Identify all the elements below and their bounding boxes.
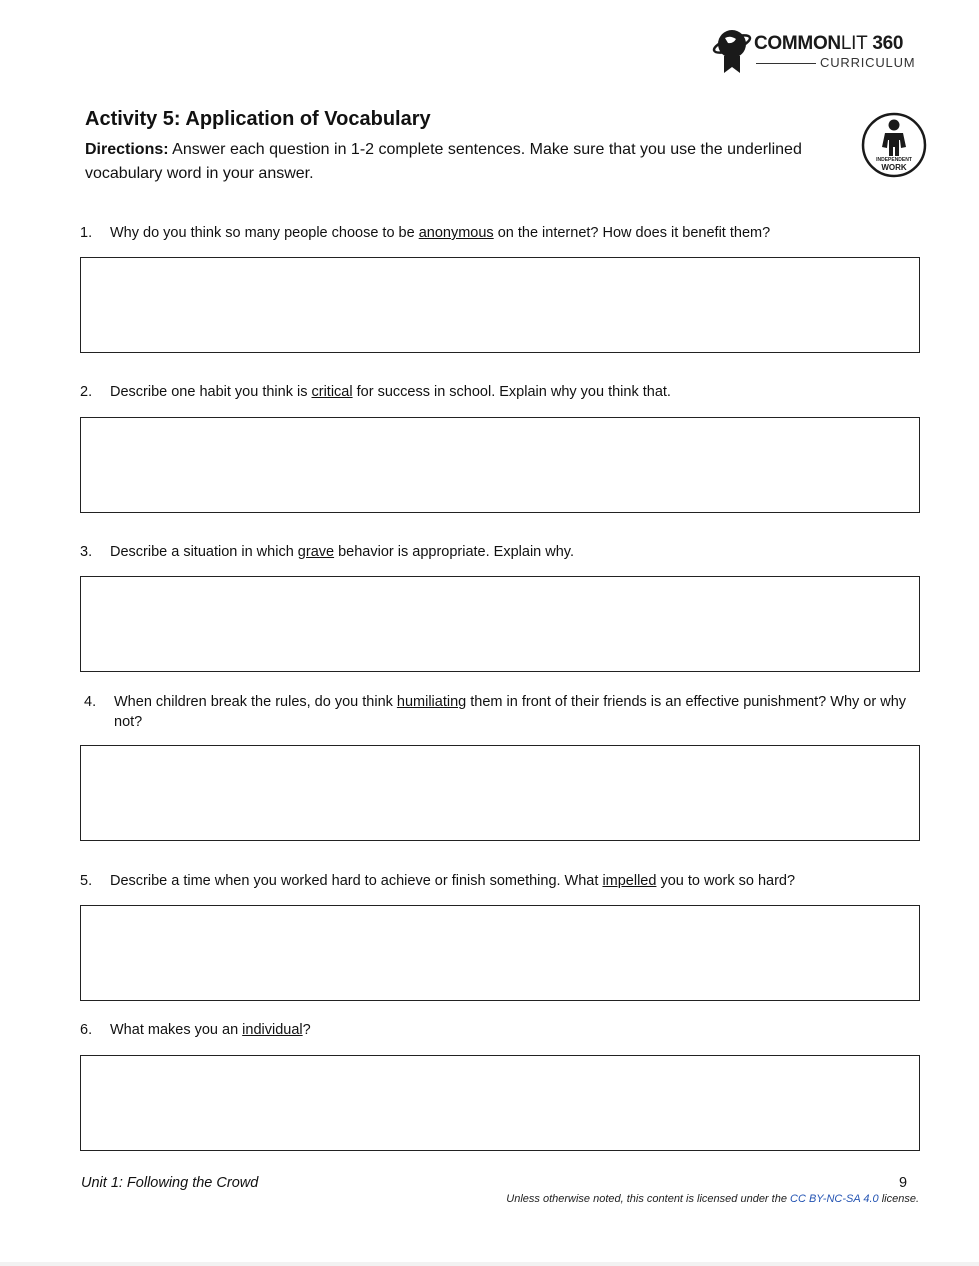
logo-globe-icon: [712, 26, 752, 76]
vocab-word-anonymous: anonymous: [418, 225, 494, 241]
page-number: 9: [899, 1175, 908, 1191]
question-text: Describe a situation in which grave behavior is appropriate. Explain why.: [110, 544, 574, 560]
vocab-word-impelled: impelled: [602, 873, 657, 889]
badge-line2: WORK: [881, 163, 907, 172]
question-4: [84, 692, 914, 732]
question-number: 3.: [80, 544, 93, 560]
badge-line1: INDEPENDENT: [876, 157, 912, 163]
question-3: [80, 542, 910, 562]
question-6: [80, 1020, 910, 1040]
footer-unit-title: Unit 1: Following the Crowd: [81, 1175, 259, 1191]
answer-box-5[interactable]: [80, 905, 920, 1001]
logo-subtitle: CURRICULUM: [820, 55, 916, 70]
question-number: 6.: [80, 1022, 93, 1038]
vocab-word-critical: critical: [311, 384, 353, 400]
question-5: [80, 871, 910, 891]
page-bottom-edge: [0, 1262, 979, 1266]
directions-text: Answer each question in 1-2 complete sentences. Make sure that you use the underlined vocabulary word in your answer.: [85, 141, 802, 182]
directions: [85, 138, 825, 186]
independent-work-badge: [861, 112, 927, 178]
vocab-word-humiliating: humiliating: [396, 694, 467, 710]
license-link[interactable]: CC BY-NC-SA 4.0: [790, 1193, 879, 1205]
directions-label: Directions:: [85, 141, 169, 158]
question-text: What makes you an individual?: [110, 1022, 311, 1038]
logo-rule: [756, 63, 816, 64]
activity-title: Activity 5: Application of Vocabulary: [85, 108, 431, 130]
logo-wordmark: COMMONLIT 360: [754, 33, 904, 54]
question-number: 5.: [80, 873, 93, 889]
answer-box-2[interactable]: [80, 417, 920, 513]
question-number: 1.: [80, 225, 93, 241]
question-text: Describe a time when you worked hard to achieve or finish something. What impelled you to work so hard?: [110, 873, 796, 889]
question-text: Describe one habit you think is critical for success in school. Explain why you think that.: [110, 384, 671, 400]
question-number: 4.: [84, 694, 97, 710]
question-1: [80, 223, 910, 243]
answer-box-3[interactable]: [80, 576, 920, 672]
answer-box-6[interactable]: [80, 1055, 920, 1151]
answer-box-4[interactable]: [80, 745, 920, 841]
question-text: When children break the rules, do you think humiliating them in front of their friends is an effective punishment? Why or why not?: [114, 694, 907, 730]
question-number: 2.: [80, 384, 93, 400]
question-2: [80, 382, 910, 402]
commonlit-logo: [712, 26, 932, 78]
vocab-word-individual: individual: [242, 1022, 303, 1038]
vocab-word-grave: grave: [297, 544, 335, 560]
license-notice: Unless otherwise noted, this content is licensed under the CC BY-NC-SA 4.0 license.: [506, 1193, 919, 1205]
answer-box-1[interactable]: [80, 257, 920, 353]
question-text: Why do you think so many people choose to be anonymous on the internet? How does it benefit them?: [110, 225, 771, 241]
